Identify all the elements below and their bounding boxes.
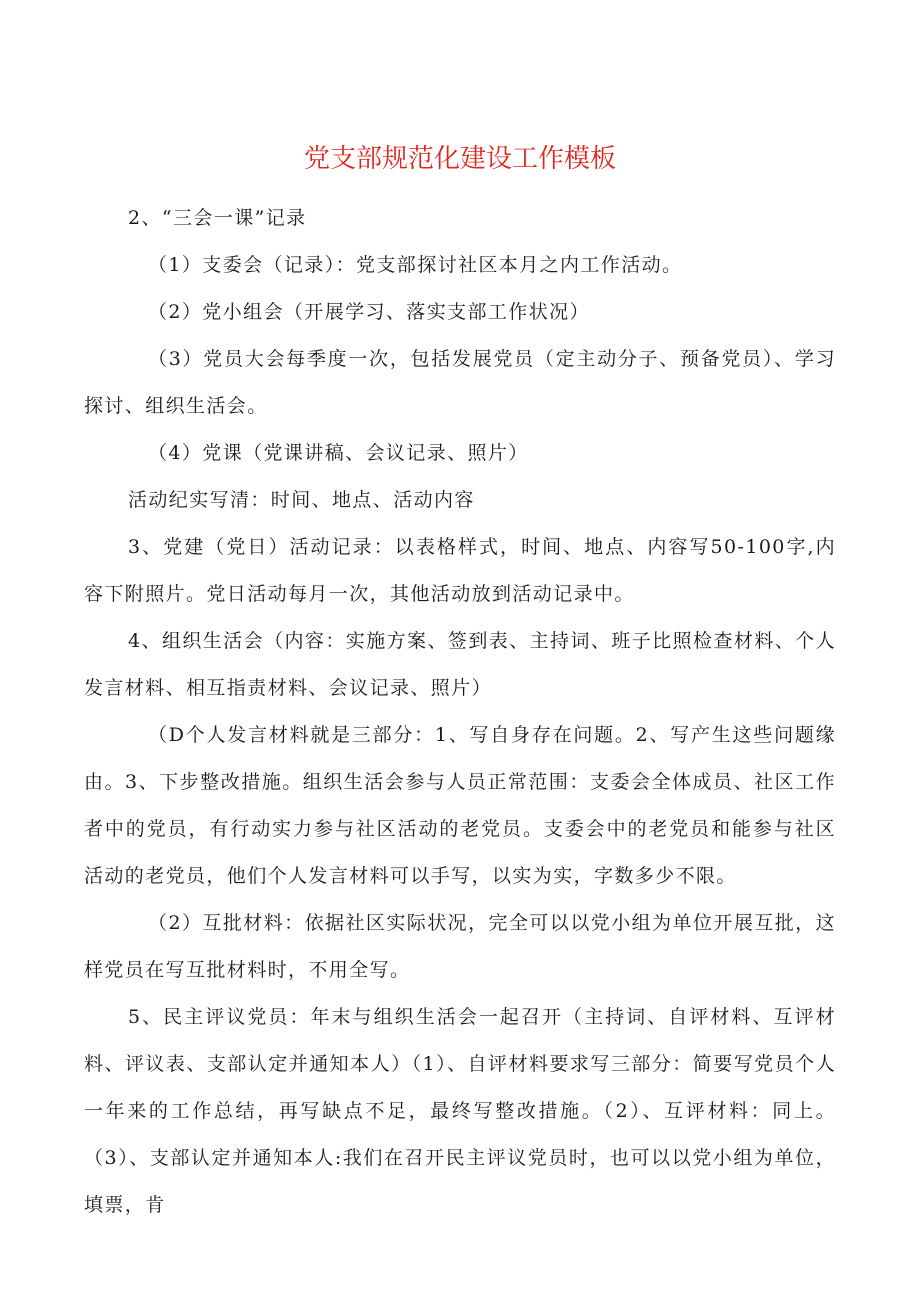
section-heading-three-meetings: 2、“三会一课”记录 (128, 207, 307, 229)
paragraph-mutual-criticism: （2）互批材料：依据社区实际状况，完全可以以党小组为单位开展互批，这样党员在写互批材料时，不用全写。 (84, 912, 836, 981)
section-organization-life-meeting: 4、组织生活会（内容：实施方案、签到表、主持词、班子比照检查材料、个人发言材料、相互指责材料、会议记录、照片） (84, 630, 836, 699)
document-title: 党支部规范化建设工作模板 (303, 144, 616, 174)
paragraph-party-lecture: （4）党课（党课讲稿、会议记录、照片） (148, 442, 529, 464)
section-democratic-evaluation: 5、民主评议党员：年末与组织生活会一起召开（主持词、自评材料、互评材料、评议表、支部认定并通知本人）（1）、自评材料要求写三部分：简要写党员个人一年来的工作总结，再写缺点不足，最终写整改措施。（2）、互评材料：同上。（3）、支部认定并通知本人:我们在召开民主评议党员时，也可以以党小组为单位，填票，肯 (84, 1006, 836, 1216)
paragraph-member-congress: （3）党员大会每季度一次，包括发展党员（定主动分子、预备党员）、学习探讨、组织生活会。 (84, 348, 836, 417)
document-body (84, 195, 836, 1229)
section-party-day-activity: 3、党建（党日）活动记录：以表格样式，时间、地点、内容写50-100字,内容下附照片。党日活动每月一次，其他活动放到活动记录中。 (84, 536, 836, 605)
paragraph-branch-committee: （1）支委会（记录）：党支部探讨社区本月之内工作活动。 (148, 254, 683, 276)
paragraph-party-group: （2）党小组会（开展学习、落实支部工作状况） (148, 301, 590, 323)
paragraph-personal-speech-material: （D个人发言材料就是三部分：1、写自身存在问题。2、写产生这些问题缘由。3、下步整改措施。组织生活会参与人员正常范围：支委会全体成员、社区工作者中的党员，有行动实力参与社区活动的老党员。支委会中的老党员和能参与社区活动的老党员，他们个人发言材料可以手写，以实为实，字数多少不限。 (84, 724, 836, 887)
paragraph-activity-record-note: 活动纪实写清：时间、地点、活动内容 (128, 489, 475, 511)
